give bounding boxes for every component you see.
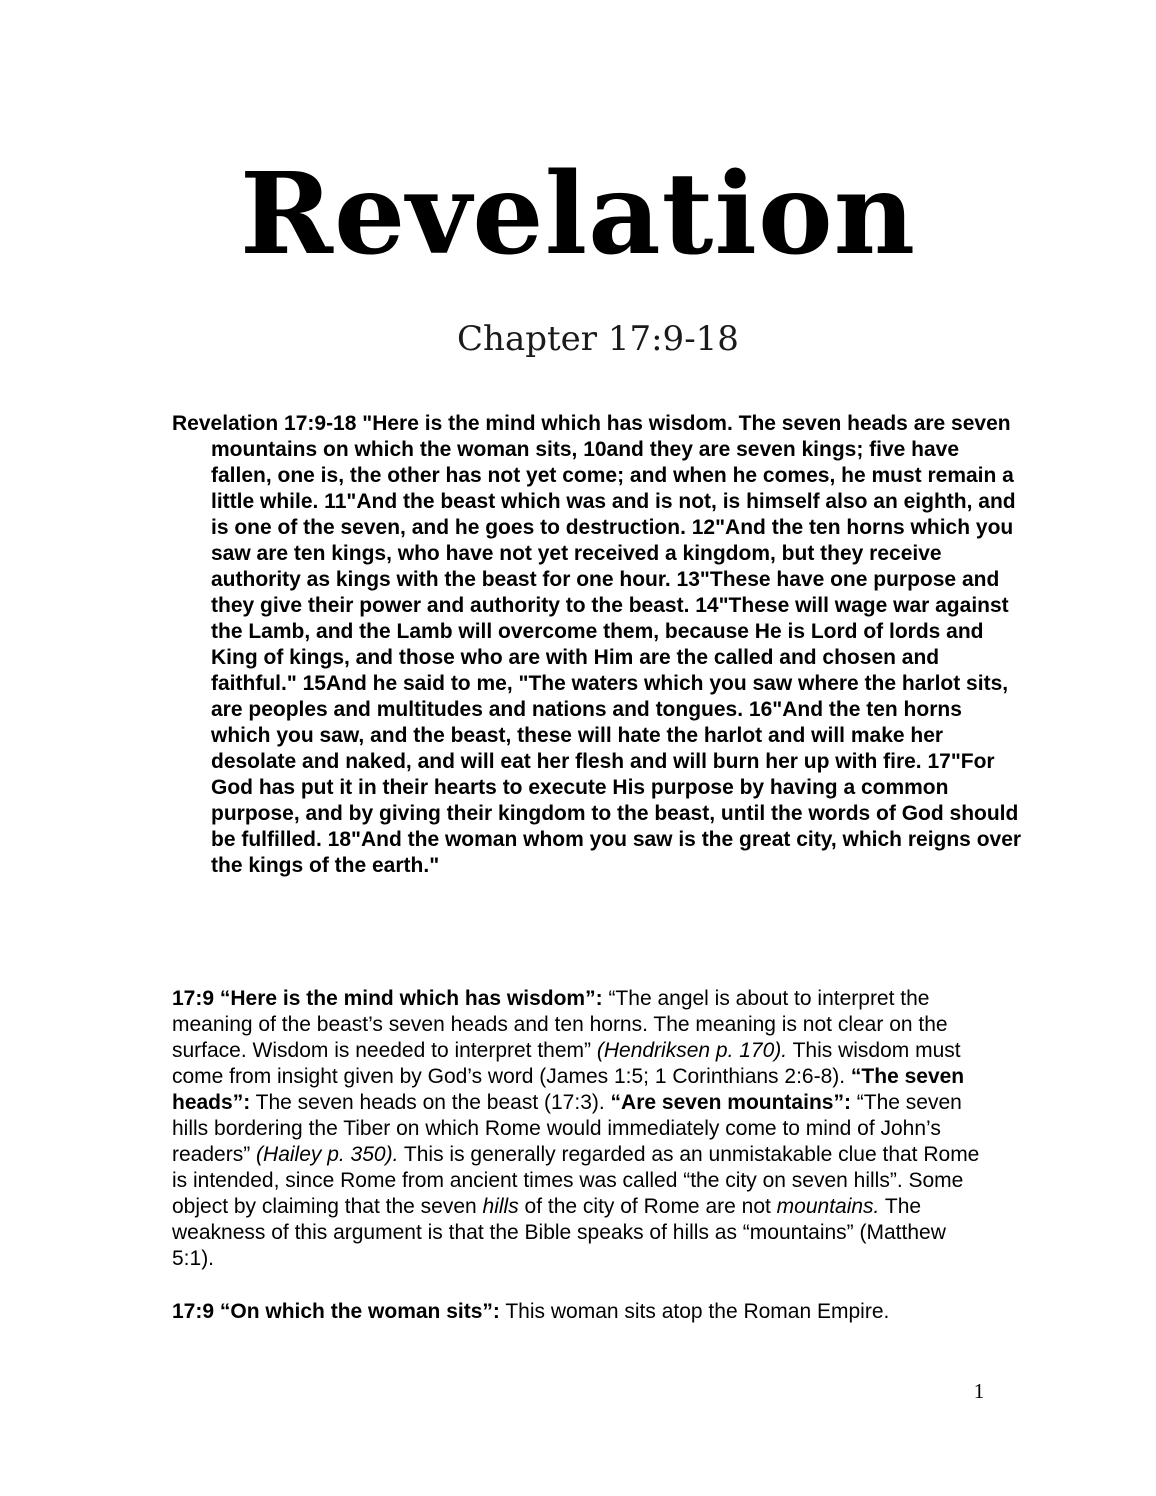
commentary-text: of the city of Rome are not xyxy=(518,1195,777,1218)
commentary-text: This woman sits atop the Roman Empire. xyxy=(499,1300,890,1323)
commentary-text: The seven heads on the beast (17:3). xyxy=(250,1091,611,1114)
commentary-heading: “Are seven mountains”: xyxy=(610,1091,851,1114)
emphasis: hills xyxy=(482,1195,519,1218)
emphasis: mountains. xyxy=(776,1195,880,1218)
commentary-text: This is generally regarded as an unmistakable clue that Rome is intended, since Rome from ancient times was called “the city on seven hills”. Some object by claiming that the seven xyxy=(172,1143,980,1218)
scripture-passage: Revelation 17:9-18 "Here is the mind which has wisdom. The seven heads are seven mountains on which the woman sits, 10and they are seven kings; five have fallen, one is, the other has not yet come; and when he comes, he must remain a little while. 11"And the beast which was and is not, is himself also an eighth, and is one of the seven, and he goes to destruction. 12"And the ten horns which you saw are ten kings, who have not yet received a kingdom, but they receive authority as kings with the beast for one hour. 13"These have one purpose and they give their power and authority to the beast. 14"These will wage war against the Lamb, and the Lamb will overcome them, because He is Lord of lords and King of kings, and those who are with Him are the called and chosen and faithful." 15And he said to me, "The waters which you saw where the harlot sits, are peoples and multitudes and nations and tongues. 16"And the ten horns which you saw, and the beast, these will hate the harlot and will make her desolate and naked, and will eat her flesh and will burn her up with fire. 17"For God has put it in their hearts to execute His purpose by having a common purpose, and by giving their kingdom to the beast, until the words of God should be fulfilled. 18"And the woman whom you saw is the great city, which reigns over the kings of the earth." xyxy=(172,412,1022,877)
commentary-heading: 17:9 “On which the woman sits”: xyxy=(172,1300,500,1323)
commentary-text: “The angel is about to interpret the meaning of the beast’s seven heads and ten horns. The meaning is not clear on the surface. Wisdom is needed to interpret them” xyxy=(172,987,948,1062)
commentary-text: The weakness of this argument is that the Bible speaks of hills as “mountains” (Matthew 5:1). xyxy=(172,1195,946,1270)
commentary-text: “The seven hills bordering the Tiber on which Rome would immediately come to mind of John’s readers” xyxy=(172,1091,962,1166)
citation: (Hendriksen p. 170). xyxy=(596,1039,788,1062)
commentary-paragraph-2 xyxy=(172,1299,984,1325)
commentary-heading: “The seven heads”: xyxy=(172,1065,965,1114)
page-subtitle: Chapter 17:9-18 xyxy=(457,319,739,359)
commentary-text: This wisdom must come from insight given by God’s word (James 1:5; 1 Corinthians 2:6-8). xyxy=(172,1039,961,1088)
page-number: 1 xyxy=(973,1379,985,1403)
commentary-paragraph-1 xyxy=(172,986,984,1272)
commentary-heading: 17:9 “Here is the mind which has wisdom”: xyxy=(172,987,603,1010)
page-title: Revelation xyxy=(239,149,917,280)
citation: (Hailey p. 350). xyxy=(256,1143,399,1166)
